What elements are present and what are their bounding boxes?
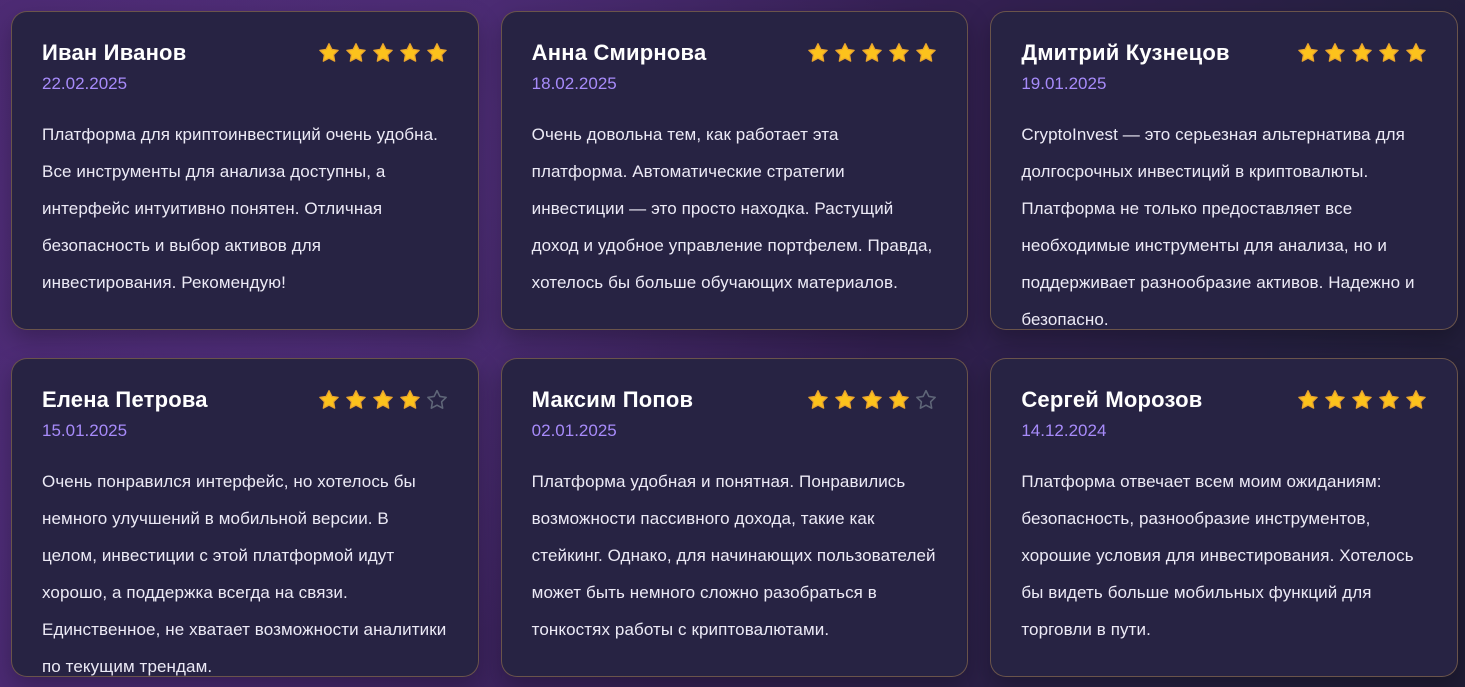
star-icon-filled: [1297, 389, 1319, 411]
reviewer-name: Иван Иванов: [42, 40, 187, 65]
review-text: Платформа отвечает всем моим ожиданиям: безопасность, разнообразие инструментов, хорошие условия для инвестирования. Хотелось бы видеть больше мобильных функций для торговли в пути.: [1021, 472, 1414, 640]
star-icon-filled: [1297, 42, 1319, 64]
star-icon-filled: [888, 389, 910, 411]
reviewer-name: Сергей Морозов: [1021, 387, 1203, 412]
review-card: [501, 358, 969, 677]
review-card: [990, 11, 1458, 330]
review-card: [990, 358, 1458, 677]
star-icon-filled: [1324, 42, 1346, 64]
star-icon-filled: [426, 42, 448, 64]
review-date: 22.02.2025: [42, 74, 128, 93]
star-icon-filled: [834, 42, 856, 64]
star-rating: [807, 42, 937, 64]
star-rating: [1297, 42, 1427, 64]
star-icon-filled: [399, 42, 421, 64]
reviewer-name: Максим Попов: [531, 387, 694, 412]
star-icon-filled: [1351, 42, 1373, 64]
reviews-grid: [11, 11, 1458, 677]
star-rating: [318, 42, 448, 64]
star-icon-filled: [1405, 389, 1427, 411]
review-card-header: [532, 387, 938, 413]
star-icon-filled: [915, 42, 937, 64]
review-text: CryptoInvest — это серьезная альтернатива для долгосрочных инвестиций в криптовалюты. Платформа не только предоставляет все необходимые инструменты для анализа, но и поддерживает разнообразие активов. Надежно и безопасно.: [1021, 125, 1415, 330]
star-icon-empty: [426, 389, 448, 411]
star-icon-filled: [399, 389, 421, 411]
review-date: 19.01.2025: [1021, 74, 1107, 93]
review-card: [11, 358, 479, 677]
review-text: Очень довольна тем, как работает эта платформа. Автоматические стратегии инвестиции — это просто находка. Растущий доход и удобное управление портфелем. Правда, хотелось бы больше обучающих материалов.: [531, 125, 933, 293]
star-icon-filled: [834, 389, 856, 411]
reviewer-name: Анна Смирнова: [531, 40, 707, 65]
review-text: Очень понравился интерфейс, но хотелось бы немного улучшений в мобильной версии. В целом, инвестиции с этой платформой идут хорошо, а поддержка всегда на связи. Единственное, не хватает возможности аналитики по текущим трендам.: [42, 472, 447, 677]
star-icon-filled: [372, 42, 394, 64]
review-card-header: [532, 40, 938, 66]
reviewer-name: Елена Петрова: [42, 387, 208, 412]
reviewer-name: Дмитрий Кузнецов: [1021, 40, 1230, 65]
review-date: 02.01.2025: [531, 421, 617, 440]
star-icon-filled: [345, 389, 367, 411]
review-card-header: [1021, 40, 1427, 66]
review-date: 14.12.2024: [1021, 421, 1107, 440]
review-text: Платформа удобная и понятная. Понравились возможности пассивного дохода, такие как стейкинг. Однако, для начинающих пользователей может быть немного сложно разобраться в тонкостях работы с криптовалютами.: [531, 472, 936, 640]
star-rating: [318, 389, 448, 411]
star-icon-filled: [1351, 389, 1373, 411]
star-icon-filled: [1378, 389, 1400, 411]
star-icon-filled: [372, 389, 394, 411]
star-icon-filled: [861, 42, 883, 64]
review-date: 18.02.2025: [531, 74, 617, 93]
review-card-header: [42, 40, 448, 66]
star-icon-filled: [1405, 42, 1427, 64]
star-icon-filled: [318, 42, 340, 64]
star-icon-empty: [915, 389, 937, 411]
star-icon-filled: [1324, 389, 1346, 411]
review-date: 15.01.2025: [42, 421, 128, 440]
review-text: Платформа для криптоинвестиций очень удобна. Все инструменты для анализа доступны, а интерфейс интуитивно понятен. Отличная безопасность и выбор активов для инвестирования. Рекомендую!: [42, 125, 438, 293]
star-icon-filled: [318, 389, 340, 411]
star-icon-filled: [807, 389, 829, 411]
star-rating: [807, 389, 937, 411]
star-icon-filled: [888, 42, 910, 64]
review-card: [11, 11, 479, 330]
star-rating: [1297, 389, 1427, 411]
star-icon-filled: [345, 42, 367, 64]
review-card-header: [42, 387, 448, 413]
review-card: [501, 11, 969, 330]
star-icon-filled: [807, 42, 829, 64]
star-icon-filled: [1378, 42, 1400, 64]
star-icon-filled: [861, 389, 883, 411]
review-card-header: [1021, 387, 1427, 413]
